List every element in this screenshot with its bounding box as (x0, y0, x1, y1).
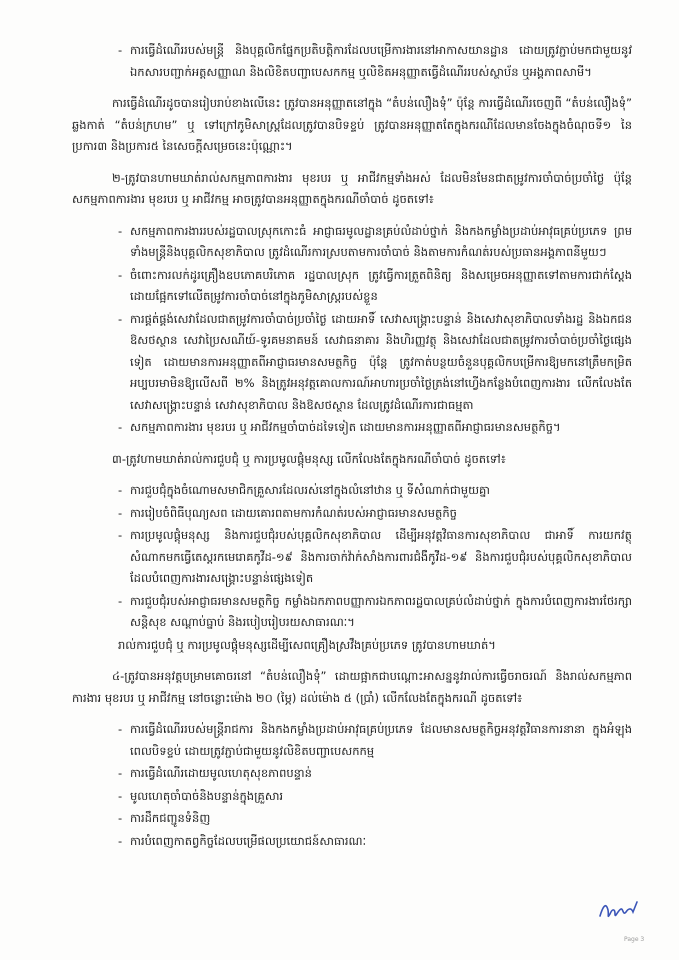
list-item (72, 763, 632, 785)
section-3-closing: រាល់ការជួបជុំ ឬ ការប្រមូលផ្ដុំមនុស្សដើម្បីសេពគ្រឿងស្រវឹងគ្រប់ប្រភេទ ត្រូវបានហាមឃាត់។ (118, 637, 496, 652)
list-item-text: ការធ្វើដំណើររបស់មន្ត្រី និងបុគ្គលិកផ្នែកប្រតិបត្តិការដែលបម្រើការងារនៅអាកាសយានដ្ឋាន ដោយត្រូវភ្ជាប់មកជាមួយនូវឯកសារបញ្ជាក់អត្តសញ្ញាណ និងលិខិតបញ្ជាបេសកកម្ម ឬលិខិតអនុញ្ញាតធ្វើដំណើររបស់ស្ថាប័ន ឬអង្គភាពសាមី។ (130, 43, 632, 79)
bullet-dash: - (118, 833, 123, 848)
list-item (72, 808, 632, 830)
list-item (72, 309, 632, 417)
list-item (72, 221, 632, 264)
initials-signature (597, 896, 643, 924)
list-item-text: ការប្រមូលផ្ដុំមនុស្ស និងការជួបជុំរបស់បុគ្គលិកសុខាភិបាល ដើម្បីអនុវត្តវិធានការសុខាភិបាល ជាអាទិ៍ ការយកវត្ថុសំណាកមកធ្វើតេស្តរកមេរោគកូវីដ-១៩ និងការចាក់វ៉ាក់សាំងការពារជំងឺកូវីដ-១៩ និងការជួបជុំរបស់បុគ្គលិកសុខាភិបាលដែលបំពេញការងារសង្គ្រោះបន្ទាន់ផ្សេងទៀត (130, 528, 632, 585)
bullet-dash: - (118, 483, 123, 497)
bullet-dash: - (118, 593, 123, 608)
bullet-dash: - (118, 766, 123, 780)
bullet-dash: - (118, 722, 123, 736)
list-item (72, 480, 632, 502)
list-item (72, 265, 632, 308)
list-item (72, 786, 632, 808)
page-number: Page 3 (624, 936, 645, 943)
list-item (72, 417, 632, 439)
list-item (72, 525, 632, 590)
list-item (72, 591, 632, 634)
section-heading-2: ២-ត្រូវបានហាមឃាត់រាល់សកម្មភាពការងារ មុខរបរ ឬ អាជីវកម្មទាំងអស់ ដែលមិនមែនជាតម្រូវការចាំបាច់ប្រចាំថ្ងៃ ប៉ុន្តែ សកម្មភាពការងារ មុខរបរ ឬ អាជីវកម្ម អាចត្រូវបានអនុញ្ញាតក្នុងករណីចាំបាច់ ដូចតទៅ៖ (72, 170, 632, 206)
list-item (72, 40, 632, 83)
list-item (72, 503, 632, 525)
bullet-dash: - (118, 811, 123, 825)
list-item (72, 719, 632, 762)
list-item-text: ការបំពេញកាតព្វកិច្ចដែលបម្រើផលប្រយោជន៍សាធារណៈ (130, 833, 367, 848)
list-item-text: ការរៀបចំពិធីបុណ្យសព ដោយគោរពតាមការកំណត់របស់អាជ្ញាធរមានសមត្ថកិច្ច (130, 505, 457, 520)
list-item-text: សកម្មភាពការងាររបស់រដ្ឋបាលស្រុកកោះធំ អាជ្ញាធរមូលដ្ឋានគ្រប់លំដាប់ថ្នាក់ និងកងកម្លាំងប្រដាប់អាវុធគ្រប់ប្រភេទ ព្រមទាំងមន្ត្រីនិងបុគ្គលិកសុខាភិបាល ត្រូវដំណើរការស្របតាមការចាំបាច់ និងតាមការកំណត់របស់ប្រធានអង្គភាពនីមួយៗ (130, 223, 632, 259)
bullet-dash: - (118, 788, 123, 803)
bullet-dash: - (118, 528, 123, 542)
list-item (72, 831, 632, 853)
list-item-text: ការជួបជុំរបស់អាជ្ញាធរមានសមត្ថកិច្ច កម្លាំងឯកភាពបញ្ញាការឯកភាពរដ្ឋបាលគ្រប់លំដាប់ថ្នាក់ ក្នុងការបំពេញការងារថែរក្សាសន្តិសុខ សណ្ដាប់ធ្នាប់ និងរបៀបរៀបរយសាធារណៈ។ (130, 593, 632, 629)
bullet-dash: - (118, 267, 123, 282)
document-body (72, 40, 632, 853)
bullet-dash: - (118, 223, 123, 238)
list-item-text: ចំពោះការលក់ដូរគ្រឿងឧបភោគបរិភោគ រដ្ឋបាលស្រុក ត្រូវធ្វើការត្រួតពិនិត្យ និងសម្រេចអនុញ្ញាតទៅតាមការជាក់ស្ដែង ដោយផ្អែកទៅលើតម្រូវការចាំបាច់នៅក្នុងភូមិសាស្ត្ររបស់ខ្លួន (130, 267, 632, 303)
bullet-dash: - (118, 311, 123, 326)
section-heading-4: ៤-ត្រូវបានអនុវត្តបម្រាមគោចរនៅ “តំបន់លឿងទុំ” ដោយផ្អាកជាបណ្ដោះអាសន្ននូវរាល់ការធ្វើចរាចរណ៍ និងរាល់សកម្មភាពការងារ មុខរបរ ឬ អាជីវកម្ម នៅចន្លោះម៉ោង ២០ (ម្ភៃ) ដល់ម៉ោង ៥ (ប្រាំ) លើកលែងតែក្នុងករណី ដូចតទៅ៖ (72, 669, 632, 705)
section-heading-3: ៣-ត្រូវហាមឃាត់រាល់ការជួបជុំ ឬ ការប្រមូលផ្ដុំមនុស្ស លើកលែងតែក្នុងករណីចាំបាច់ ដូចតទៅ៖ (112, 451, 506, 466)
list-item-text: មូលហេតុចាំបាច់និងបន្ទាន់ក្នុងគ្រួសារ (130, 788, 284, 803)
list-item-text: ការដឹកជញ្ជូនទំនិញ (130, 811, 211, 825)
list-item-text: ការផ្គត់ផ្គង់សេវាដែលជាតម្រូវការចាំបាច់ប្រចាំថ្ងៃ ដោយអាទិ៍ សេវាសង្គ្រោះបន្ទាន់ និងសេវាសុខាភិបាលទាំងរដ្ឋ និងឯកជន ឱសថស្ថាន សេវាប្រៃសណីយ៍-ទូរគមនាគមន៍ សេវាធនាគារ និងហិរញ្ញវត្ថុ និងសេវាដែលជាតម្រូវការចាំបាច់ប្រចាំថ្ងៃផ្សេងទៀត ដោយមានការអនុញ្ញាតពីអាជ្ញាធរមានសមត្ថកិច្ច ប៉ុន្តែ ត្រូវកាត់បន្ថយចំនួនបុគ្គលិកបម្រើការឱ្យមកនៅត្រឹមកម្រិតអប្បបរមាមិនឱ្យលើសពី ២% និងត្រូវអនុវត្តគោលការណ៍អាហារប្រចាំថ្ងៃត្រង់នៅហ្វើងកន្លែងបំពេញការងារ លើកលែងតែសេវាសង្គ្រោះបន្ទាន់ សេវាសុខាភិបាល និងឱសថស្ថាន ដែលត្រូវដំណើរការជាធម្មតា (130, 311, 632, 412)
bullet-dash: - (118, 420, 123, 434)
list-item-text: សកម្មភាពការងារ មុខរបរ ឬ អាជីវកម្មចាំបាច់ដទៃទៀត ដោយមានការអនុញ្ញាតពីអាជ្ញាធរមានសមត្ថកិច្ច។ (130, 420, 561, 434)
paragraph: ការធ្វើដំណើរដូចបានរៀបរាប់ខាងលើនេះ ត្រូវបានអនុញ្ញាតនៅក្នុង “តំបន់លឿងទុំ” ប៉ុន្តែ ការធ្វើដំណើរចេញពី “តំបន់លឿងទុំ” ឆ្លងកាត់ “តំបន់ក្រហម” ឬ ទៅក្រៅភូមិសាស្ត្រដែលត្រូវបានបិទខ្ទប់ ត្រូវបានអនុញ្ញាតតែក្នុងករណីដែលមានចែងក្នុងចំណុចទី១ នៃប្រការ៣ និងប្រការ៥ នៃសេចក្ដីសម្រេចនេះប៉ុណ្ណោះ។ (72, 96, 632, 153)
list-item-text: ការជួបជុំក្នុងចំណោមសមាជិកគ្រួសារដែលរស់នៅក្នុងលំនៅឋាន ឬ ទីសំណាក់ជាមួយគ្នា (130, 483, 491, 497)
bullet-dash: - (118, 43, 123, 57)
list-item-text: ការធ្វើដំណើររបស់មន្ត្រីរាជការ និងកងកម្លាំងប្រដាប់អាវុធគ្រប់ប្រភេទ ដែលមានសមត្ថកិច្ចអនុវត្តវិធានការនានា ក្នុងអំឡុងពេលបិទខ្ទប់ ដោយត្រូវភ្ជាប់ជាមួយនូវលិខិតបញ្ជាបេសកកម្ម (130, 722, 632, 758)
list-item-text: ការធ្វើដំណើរដោយមូលហេតុសុខភាពបន្ទាន់ (130, 766, 312, 780)
bullet-dash: - (118, 505, 123, 520)
